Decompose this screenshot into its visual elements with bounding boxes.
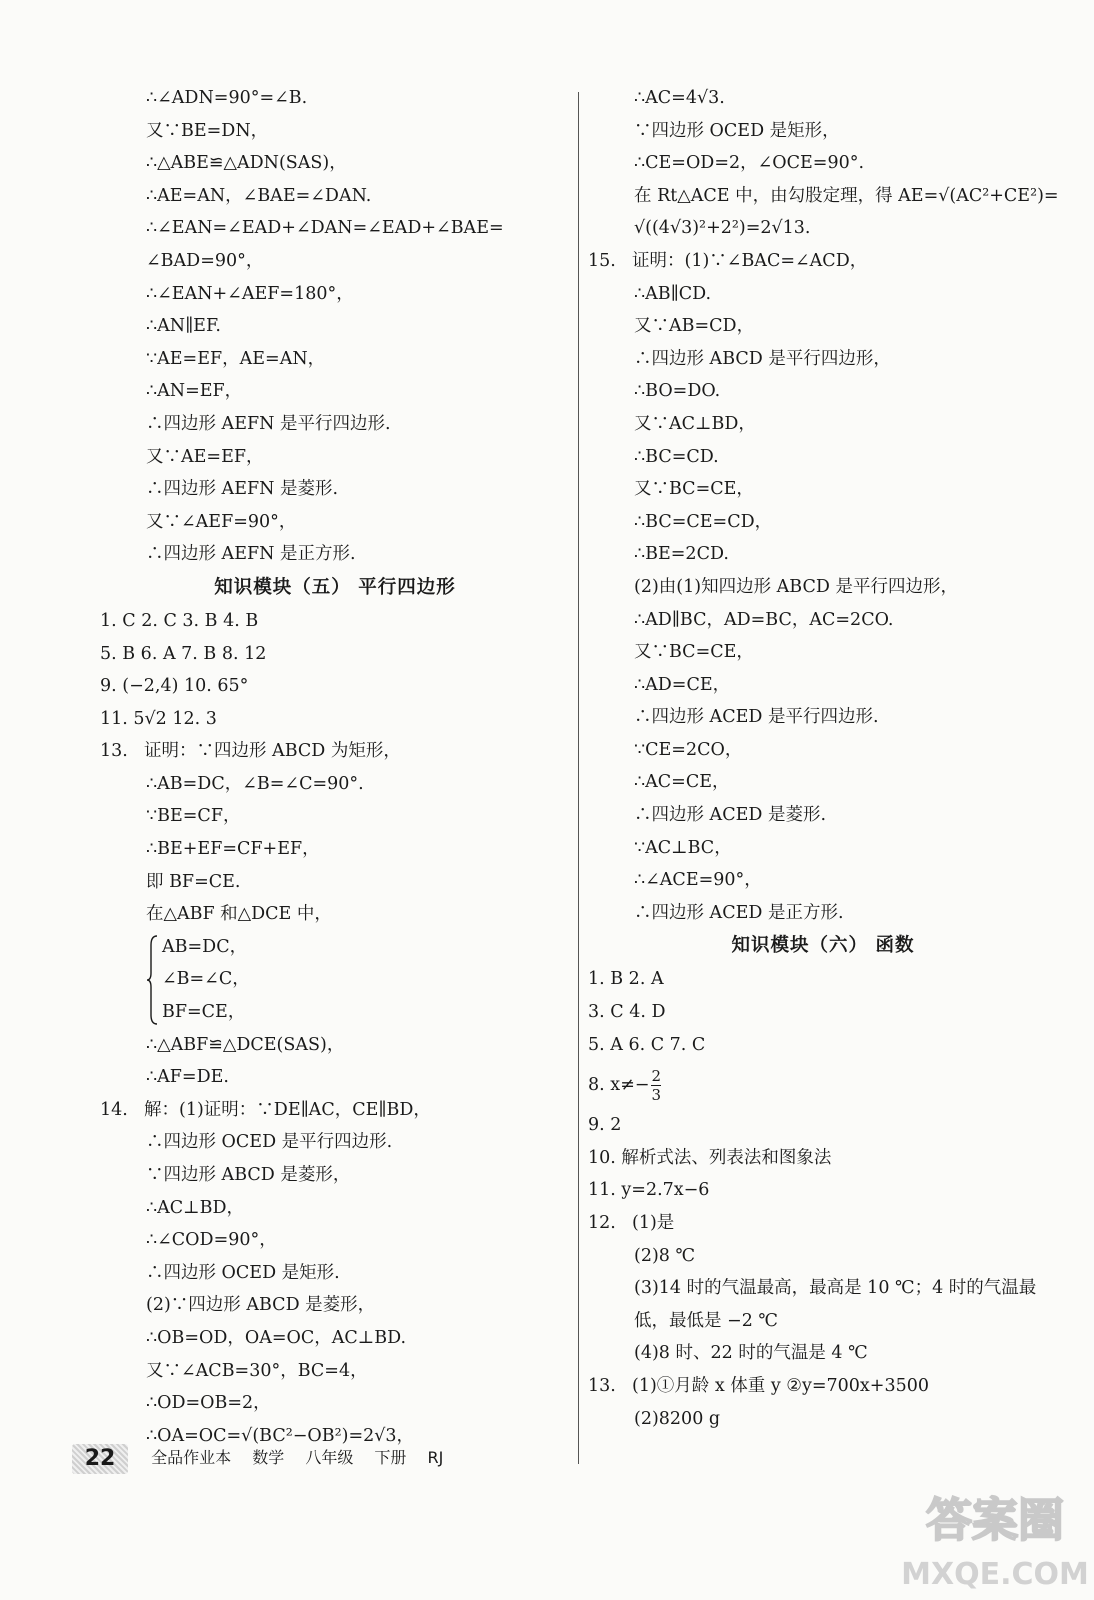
equation-system [100,931,570,1029]
text-line: ∴BC=CD. [634,446,719,467]
text-line: ∠BAD=90°， [146,250,264,271]
right-column [588,82,1058,1435]
text-line: ∴△ABE≌△ADN(SAS)， [146,153,347,174]
text-line: 又∵BC=CE， [634,479,754,500]
text-line: ∴∠COD=90°， [146,1230,277,1251]
answer-line: 3. C 4. D [588,1002,666,1023]
text-line: 又∵AB=CD， [634,316,755,337]
question-number: 12. [588,1213,616,1233]
answer-line-8 [588,1061,1058,1109]
text-line: 在△ABF 和△DCE 中， [146,904,332,925]
text-line: 在 Rt△ACE 中，由勾股定理，得 AE=√(AC²+CE²)= [634,185,1059,206]
text-line: ∴四边形 AEFN 是平行四边形. [146,413,391,434]
answer-text: 8. x≠− [588,1075,650,1096]
text-line: ∵AE=EF，AE=AN， [146,348,326,369]
fraction-denominator: 3 [651,1086,662,1105]
question-13-line [100,735,570,768]
text-line: ∴四边形 OCED 是矩形. [146,1262,340,1283]
text-line: ∵四边形 OCED 是矩形， [634,120,840,141]
text-line: 又∵BE=DN， [146,120,269,141]
question-number: 13. [100,741,128,762]
watermark-logo-icon [900,1472,1090,1600]
text-line: (4)8 时、22 时的气温是 4 ℃ [634,1343,868,1364]
text-line: ∴∠EAN=∠EAD+∠DAN=∠EAD+∠BAE= [146,218,504,239]
question-15-line [588,245,1058,278]
watermark-site: MXQE.COM [901,1557,1089,1592]
text-line: ∴BO=DO. [634,381,721,402]
answer-line: 5. A 6. C 7. C [588,1034,706,1055]
text-line: ∴AD∥BC，AD=BC，AC=2CO. [634,609,894,630]
question-12-line [588,1207,1058,1240]
volume: 下册 [374,1448,407,1467]
text-line: 证明：∵四边形 ABCD 为矩形， [144,741,401,762]
text-line: ∴OA=OC=√(BC²−OB²)=2√3， [146,1425,415,1446]
text-line: ∴BE+EF=CF+EF， [146,839,320,860]
text-line: ∴AD=CE， [634,674,731,695]
section-heading-5: 知识模块（五） 平行四边形 [214,576,456,598]
system-line: BF=CE， [162,1002,246,1023]
text-line: 又∵AC⊥BD， [634,413,756,434]
text-line: 即 BF=CE. [146,871,241,892]
text-line: ∴∠ACE=90°， [634,870,762,891]
answer-line: 9. 2 [588,1115,622,1136]
text-line: ∴四边形 ACED 是正方形. [634,902,844,923]
text-line: ∴∠ADN=90°=∠B. [146,88,308,108]
text-line: 又∵∠AEF=90°， [146,511,297,532]
system-line: AB=DC， [162,936,248,957]
text-line: (1)①月龄 x 体重 y ②y=700x+3500 [632,1375,930,1396]
text-line: ∴OD=OB=2， [146,1393,271,1414]
text-line: ∵AC⊥BC， [634,837,732,858]
text-line: ∴BE=2CD. [634,544,729,565]
text-line: ∴AF=DE. [146,1067,229,1088]
text-line: 又∵AE=EF， [146,446,264,467]
text-line: ∴BC=CE=CD， [634,511,773,532]
subject: 数学 [252,1448,285,1467]
text-line: ∴AC=4√3. [634,88,725,108]
text-line: ∴四边形 AEFN 是菱形. [146,479,339,500]
text-line: 证明：(1)∵∠BAC=∠ACD， [632,250,868,271]
text-line: ∴AE=AN，∠BAE=∠DAN. [146,185,372,206]
text-line: (1)是 [632,1213,675,1233]
text-line: ∴∠EAN+∠AEF=180°， [146,283,354,304]
text-line: ∴AC⊥BD， [146,1197,245,1218]
book-title: 全品作业本 [151,1448,232,1467]
page-footer [72,1440,459,1476]
text-line: 又∵∠ACB=30°，BC=4， [146,1360,368,1381]
text-line: ∵四边形 ABCD 是菱形， [146,1165,351,1185]
page-number: 22 [72,1444,128,1474]
question-number: 13. [588,1375,616,1396]
question-number: 14. [100,1099,128,1120]
left-column [100,82,570,1452]
text-line: ∵CE=2CO， [634,739,743,760]
text-line: 又∵BC=CE， [634,642,754,663]
column-divider [578,92,579,1464]
text-line: ∴四边形 OCED 是平行四边形. [146,1132,393,1153]
fraction-numerator: 2 [651,1067,662,1086]
text-line: ∴四边形 ABCD 是平行四边形， [634,348,891,369]
answer-line: 1. B 2. A [588,969,664,990]
text-line: (2)8200 g [634,1408,721,1429]
text-line: ∴OB=OD，OA=OC，AC⊥BD. [146,1327,407,1348]
text-line: ∴△ABF≌△DCE(SAS)， [146,1034,345,1055]
watermark-text: 答案圈 [926,1493,1064,1547]
question-number: 15. [588,250,616,271]
text-line: (2)由(1)知四边形 ABCD 是平行四边形， [634,576,958,597]
text-line: 解：(1)证明：∵DE∥AC，CE∥BD， [144,1099,431,1120]
fraction [651,1067,661,1104]
answer-line: 11. 5√2 12. 3 [100,708,217,729]
answer-line: 10. 解析式法、列表法和图象法 [588,1147,832,1168]
text-line: ∴CE=OD=2，∠OCE=90°. [634,153,865,174]
answer-line: 11. y=2.7x−6 [588,1180,710,1201]
answer-line: 1. C 2. C 3. B 4. B [100,610,259,631]
text-line: ∴四边形 ACED 是菱形. [634,805,827,826]
text-line: ∴四边形 AEFN 是正方形. [146,544,356,565]
system-line: ∠B=∠C， [162,969,250,990]
text-line: ∵BE=CF， [146,806,241,827]
left-brace-icon [146,935,158,1025]
text-line: √((4√3)²+2²)=2√13. [634,218,811,239]
question-14-line [100,1094,570,1127]
text-line: ∴AN=EF， [146,381,243,402]
text-line: (3)14 时的气温最高，最高是 10 ℃；4 时的气温最 [634,1278,1037,1299]
edition: RJ [427,1448,444,1467]
text-line: (2)∵四边形 ABCD 是菱形， [146,1295,376,1316]
text-line: ∴AN∥EF. [146,316,221,337]
text-line: ∴AB∥CD. [634,283,712,304]
text-line: ∴AB=DC，∠B=∠C=90°. [146,773,364,794]
question-13-line [588,1370,1058,1403]
grade: 八年级 [305,1448,354,1467]
section-heading-6: 知识模块（六） 函数 [731,935,915,957]
text-line: ∴四边形 ACED 是平行四边形. [634,707,879,728]
text-line: (2)8 ℃ [634,1245,696,1266]
answer-line: 5. B 6. A 7. B 8. 12 [100,643,267,664]
text-line: 低，最低是 −2 ℃ [634,1310,778,1331]
text-line: ∴AC=CE， [634,772,730,793]
answer-line: 9. (−2,4) 10. 65° [100,676,249,697]
